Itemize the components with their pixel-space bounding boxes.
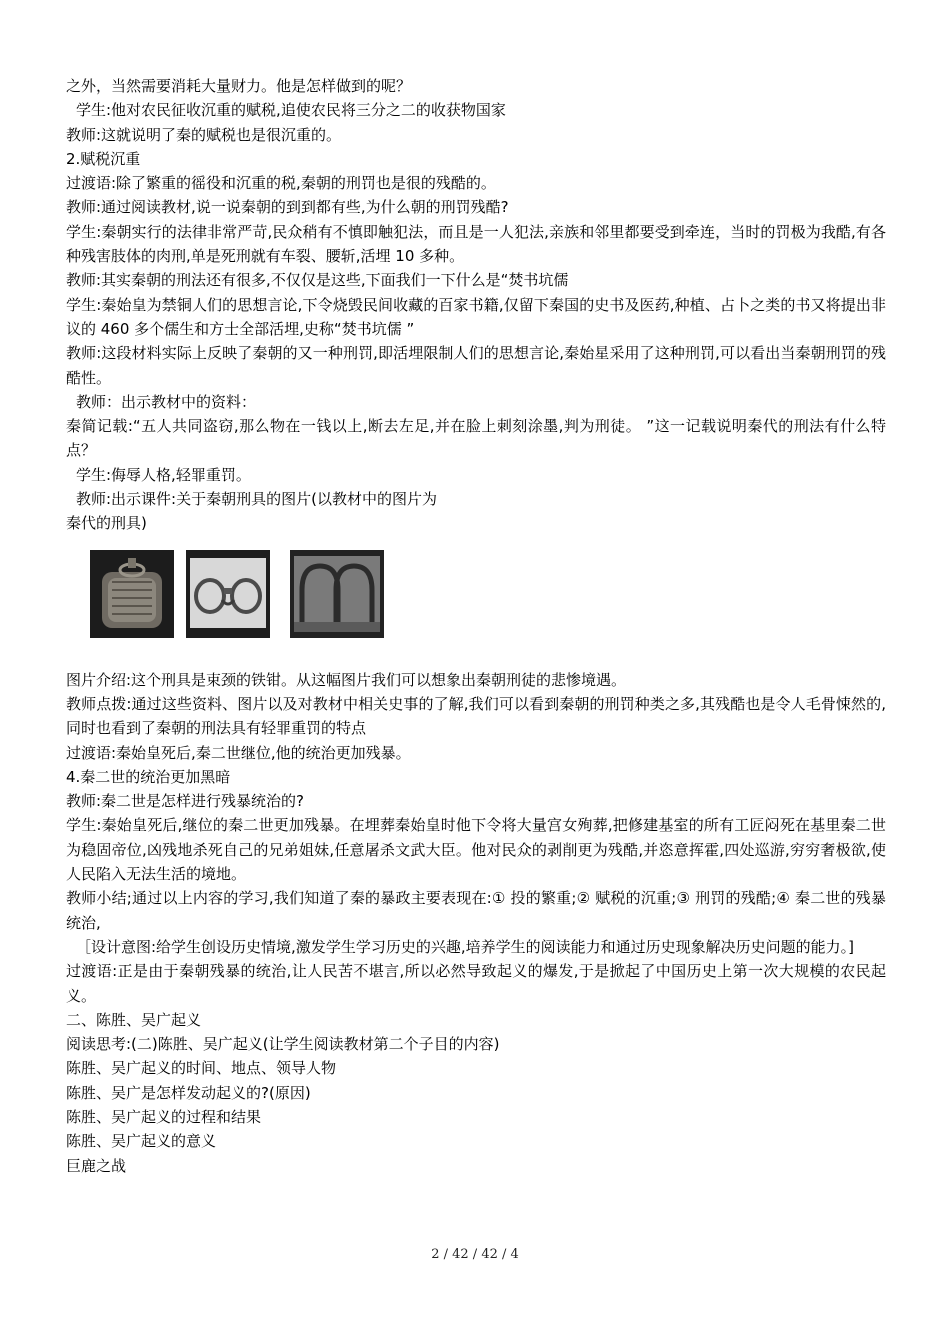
paragraph: 之外，当然需要消耗大量财力。他是怎样做到的呢？: [66, 77, 412, 95]
paragraph: 二、陈胜、吴广起义: [66, 1010, 202, 1029]
paragraph-group-top: [66, 74, 886, 536]
document-body: [66, 74, 886, 1178]
paragraph-group-bottom: [66, 668, 886, 1178]
paragraph: 2.赋税沉重: [66, 149, 141, 168]
paragraph: 学生:侮辱人格,轻罪重罚。: [76, 465, 251, 484]
paragraph: 教师:其实秦朝的刑法还有很多,不仅仅是这些,下面我们一下什么是“焚书坑儒: [66, 271, 569, 290]
paragraph: 教师:这段材料实际上反映了秦朝的又一种刑罚,即活埋限制人们的思想言论,秦始星采用了这种刑罚,可以看出当秦朝刑罚的残酷性。: [66, 344, 886, 387]
torture-instruments-figure: [66, 540, 886, 660]
paragraph: 过渡语:除了繁重的徭役和沉重的税,秦朝的刑罚也是很的残酷的。: [66, 174, 496, 193]
paragraph: 教师小结;通过以上内容的学习,我们知道了秦的暴政主要表现在:① 投的繁重;② 赋税的沉重;③ 刑罚的残酷;④ 秦二世的残暴统治,: [66, 889, 886, 932]
page-number: 2 / 42 / 42 / 4: [431, 1247, 519, 1262]
paragraph: 秦代的刑具): [66, 514, 147, 533]
paragraph: 巨鹿之战: [66, 1156, 127, 1175]
paragraph: 图片介绍:这个刑具是束颈的铁钳。从这幅图片我们可以想象出秦朝刑徒的悲惨境遇。: [66, 670, 627, 689]
paragraph: 陈胜、吴广起义的意义: [66, 1132, 217, 1151]
paragraph: 陈胜、吴广是怎样发动起义的?(原因): [66, 1083, 311, 1102]
paragraph: 过渡语:正是由于秦朝残暴的统治,让人民苦不堪言,所以必然导致起义的爆发,于是掀起了中国历史上第一次大规模的农民起义。: [66, 962, 886, 1005]
iron-collar-image: [90, 550, 174, 638]
paragraph: 陈胜、吴广起义的过程和结果: [66, 1107, 262, 1126]
paragraph: 4.秦二世的统治更加黑暗: [66, 767, 231, 786]
paragraph: 学生:秦始皇死后,继位的秦二世更加残暴。在埋葬秦始皇时他下令将大量宫女殉葬,把修建基室的所有工匠闷死在基里秦二世为稳固帝位,凶残地杀死自己的兄弟姐妹,任意屠杀文武大臣。他对民众的剥削更为残酷,并恣意挥霍,四处巡游,穷穷奢极欲,使人民陷入无法生活的境地。: [66, 816, 886, 884]
paragraph: 阅读思考:(二)陈胜、吴广起义(让学生阅读教材第二个子目的内容): [66, 1035, 500, 1054]
paragraph: 教师:通过阅读教材,说一说秦朝的到到都有些,为什么朝的刑罚残酷?: [66, 198, 509, 217]
paragraph: 教师：出示教材中的资料：: [76, 392, 257, 411]
paragraph: 学生:他对农民征收沉重的赋税,追使农民将三分之二的收获物国家: [76, 101, 506, 120]
paragraph: 教师:秦二世是怎样进行残暴统治的?: [66, 792, 305, 811]
paragraph: 学生:秦始皇为禁铜人们的思想言论,下令烧毁民间收藏的百家书籍,仅留下秦国的史书及医药,种植、占卜之类的书又将提出非议的 460 多个儒生和方士全部活埋,史称“焚书坑儒 ”: [66, 295, 886, 338]
paragraph: 秦简记载:“五人共同盗窃,那么物在一钱以上,断去左足,并在脸上刺刻涂墨,判为刑徒。 ”这一记载说明秦代的刑法有什么特点？: [66, 417, 886, 460]
iron-fetters-image: [290, 550, 384, 638]
paragraph: 教师点拨:通过这些资料、图片以及对教材中相关史事的了解,我们可以看到秦朝的刑罚种类之多,其残酷也是令人毛骨悚然的,同时也看到了秦朝的刑法具有轻罪重罚的特点: [66, 694, 886, 738]
paragraph: 过渡语:秦始皇死后,秦二世继位,他的统治更加残暴。: [66, 743, 411, 762]
paragraph: ［设计意图:给学生创设历史情境,激发学生学习历史的兴趣,培养学生的阅读能力和通过历史现象解决历史问题的能力。]: [76, 937, 854, 956]
iron-shackles-image: [186, 550, 270, 638]
paragraph: 陈胜、吴广起义的时间、地点、领导人物: [66, 1059, 337, 1078]
paragraph: 教师:出示课件:关于秦朝刑具的图片(以教材中的图片为: [76, 490, 437, 509]
paragraph: 学生:秦朝实行的法律非常严苛,民众稍有不慎即触犯法，而且是一人犯法,亲族和邻里都要受到牵连，当时的罚极为我酷,有各种残害肢体的肉刑,单是死刑就有车裂、腰斩,活埋 10 多种。: [66, 222, 886, 266]
paragraph: 教师:这就说明了秦的赋税也是很沉重的。: [66, 125, 342, 144]
